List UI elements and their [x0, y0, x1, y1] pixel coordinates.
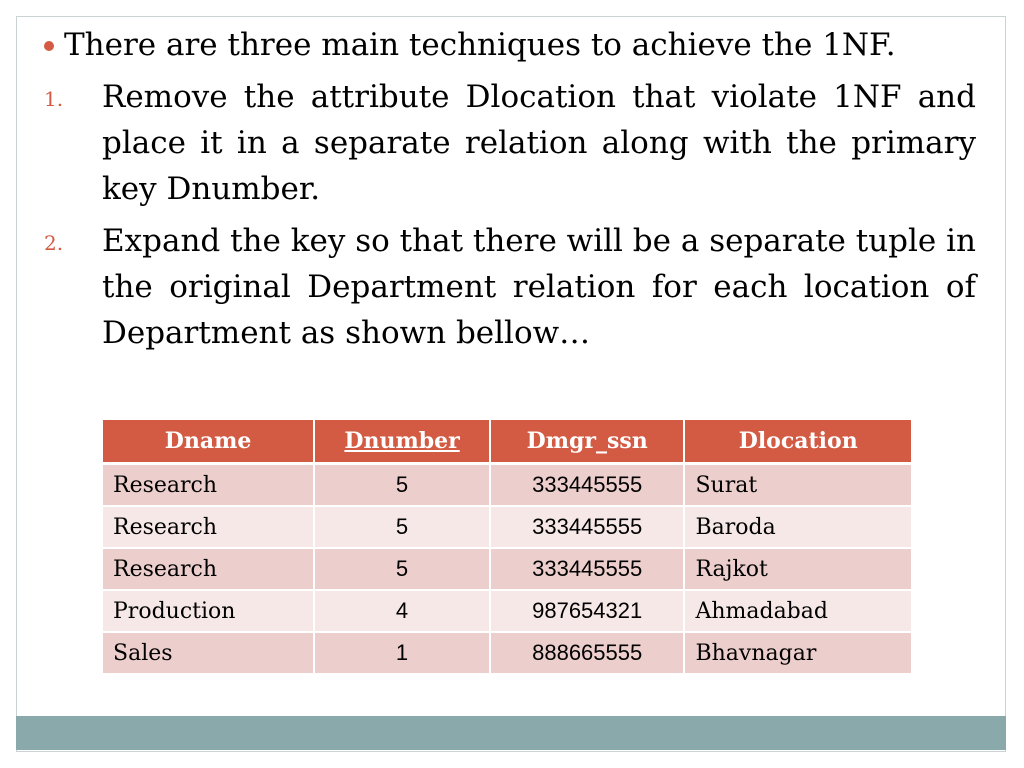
list-text: Remove the attribute Dlocation that violate 1NF and place it in a separate relation along with the primary key Dnumber. [102, 79, 976, 207]
list-item-2 [44, 218, 976, 356]
list-item-1 [44, 74, 976, 212]
header-dnumber: Dnumber [314, 420, 490, 464]
table-row [103, 548, 912, 590]
slide-content [44, 22, 976, 362]
table-header-row [103, 420, 912, 464]
intro-text: There are three main techniques to achieve the 1NF. [64, 27, 896, 63]
list-text: Expand the key so that there will be a separate tuple in the original Department relation for each location of Department as shown bellow… [102, 223, 976, 351]
cell-dmgr-ssn: 987654321 [490, 590, 685, 632]
cell-dnumber: 5 [314, 464, 490, 507]
table-row [103, 506, 912, 548]
cell-dlocation: Baroda [684, 506, 912, 548]
cell-dlocation: Rajkot [684, 548, 912, 590]
footer-band [16, 716, 1006, 750]
cell-dlocation: Surat [684, 464, 912, 507]
cell-dname: Sales [103, 632, 314, 674]
intro-bullet [44, 22, 976, 68]
cell-dmgr-ssn: 888665555 [490, 632, 685, 674]
cell-dlocation: Ahmadabad [684, 590, 912, 632]
cell-dmgr-ssn: 333445555 [490, 464, 685, 507]
cell-dnumber: 5 [314, 548, 490, 590]
cell-dnumber: 5 [314, 506, 490, 548]
cell-dnumber: 1 [314, 632, 490, 674]
header-dmgr-ssn: Dmgr_ssn [490, 420, 685, 464]
list-number: 1. [44, 87, 64, 111]
header-dname: Dname [103, 420, 314, 464]
list-number: 2. [44, 231, 64, 255]
cell-dname: Research [103, 548, 314, 590]
table-row [103, 464, 912, 507]
header-dlocation: Dlocation [684, 420, 912, 464]
cell-dnumber: 4 [314, 590, 490, 632]
table-row [103, 632, 912, 674]
cell-dname: Research [103, 464, 314, 507]
cell-dmgr-ssn: 333445555 [490, 548, 685, 590]
cell-dname: Research [103, 506, 314, 548]
table-row [103, 590, 912, 632]
bullet-dot-icon [44, 41, 54, 51]
cell-dlocation: Bhavnagar [684, 632, 912, 674]
cell-dname: Production [103, 590, 314, 632]
cell-dmgr-ssn: 333445555 [490, 506, 685, 548]
department-table [103, 420, 913, 675]
